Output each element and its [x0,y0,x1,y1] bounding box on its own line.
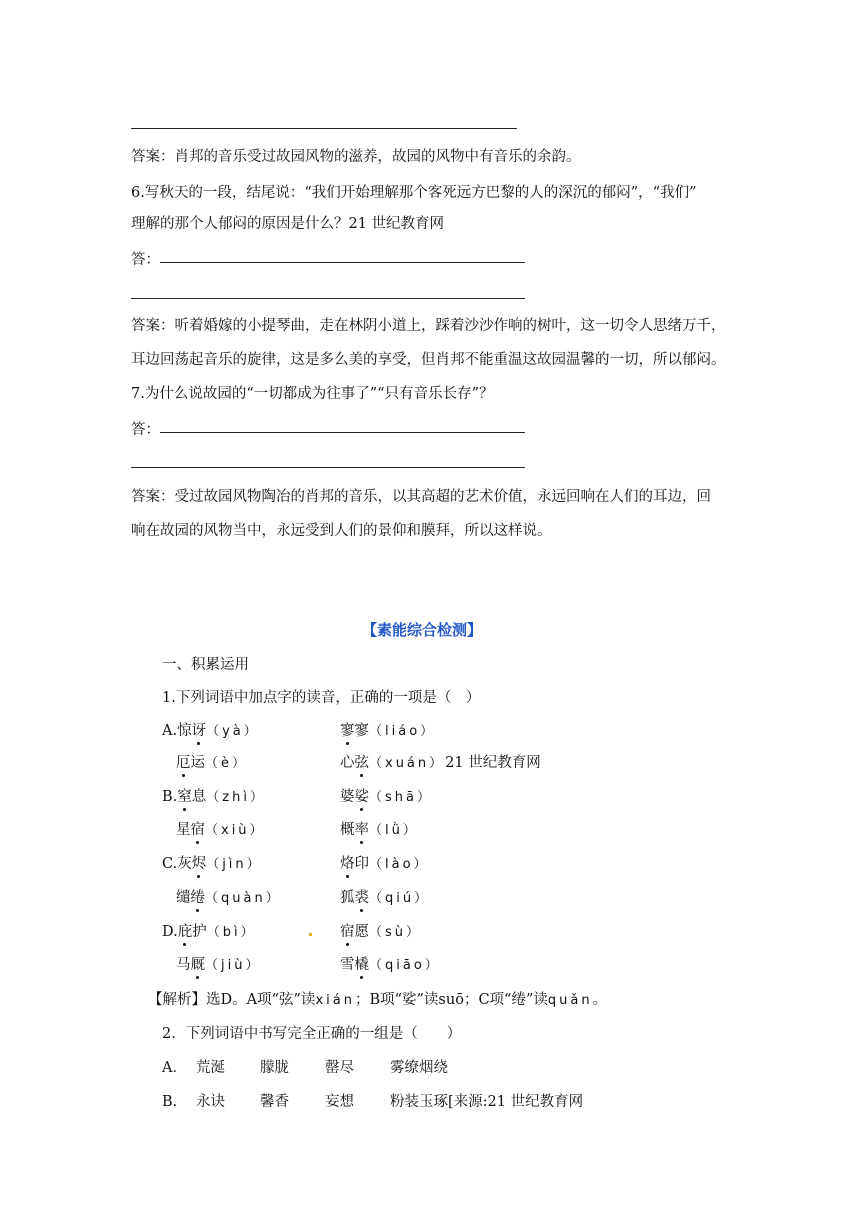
option-b-word: 妄想 [325,1094,354,1110]
option-a-word-1: A.惊讶（yà） [162,723,260,739]
emphasis-char: 率 [354,822,369,838]
option-d-word-1: D.庇护（bì） [162,924,257,940]
option-c-word-2: 烙印（lào） [340,856,430,872]
answer-blank-line [131,298,525,299]
answer-blank-line [131,128,517,129]
question-text: 7.为什么说故园的“一切都成为往事了”“只有音乐长存”？ [131,386,494,402]
answer-text: 答案：听着婚嫁的小提琴曲，走在林阴小道上，踩着沙沙作响的树叶，这一切令人思绪万千， [131,318,726,334]
option-d-word-3: 马厩（jiù） [176,957,262,973]
option-d-word-2: 宿愿（sù） [340,924,423,940]
answer-blank-line [160,262,525,263]
emphasis-char: 宿 [340,924,355,940]
option-d-word-4: 雪橇（qiāo） [340,957,441,973]
emphasis-char: 烙 [340,856,355,872]
option-b-word: 永诀 [196,1094,225,1110]
answer-blank-line [131,467,525,468]
answer-label: 答： [131,252,160,268]
question-text: 6.写秋天的一段，结尾说：“我们开始理解那个客死远方巴黎的人的深沉的郁闷”，“我们” [131,185,697,201]
analysis-text: 【解析】选D。A项“弦”读xián；B项“娑”读suō；C项“绻”读quǎn。 [148,992,608,1008]
option-c-word-4: 狐裘（qiú） [340,890,431,906]
option-b-word-3: 星宿（xiù） [176,822,266,838]
question-text: 理解的那个人郁闷的原因是什么？21 世纪教育网 [131,216,445,232]
option-b-word-4: 概率（lǜ） [340,822,419,838]
emphasis-char: 窒 [177,789,192,805]
part-heading: 一、积累运用 [162,657,249,673]
stray-mark [309,933,312,936]
option-a-word-2: 寥寥（liáo） [340,723,437,739]
answer-text: 响在故园的风物当中，永远受到人们的景仰和膜拜，所以这样说。 [131,523,552,539]
option-b-word: 粉装玉琢[来源:21 世纪教育网 [390,1094,584,1110]
emphasis-char: 橇 [354,957,369,973]
emphasis-char: 讶 [191,723,207,739]
emphasis-char: 宿 [190,822,205,838]
option-a-word-3: 厄运（è） [176,755,248,771]
option-b-word-2: 婆娑（shā） [340,789,433,805]
option-c-word-1: C.灰烬（jìn） [162,856,263,872]
emphasis-char: 厩 [190,957,205,973]
emphasis-char: 娑 [354,789,369,805]
option-a-word: 朦胧 [260,1060,289,1076]
answer-text: 答案：受过故园风物陶冶的肖邦的音乐，以其高超的艺术价值，永远回响在人们的耳边，回 [131,489,711,505]
answer-blank-line [160,432,525,433]
answer-label: 答： [131,422,160,438]
emphasis-char: 庇 [177,924,193,940]
emphasis-char: 裘 [354,890,369,906]
emphasis-char: 弦 [354,755,369,771]
emphasis-char: 厄 [176,755,191,771]
option-a-word: 雾缭烟绕 [390,1060,448,1076]
question-stem: 1.下列词语中加点字的读音，正确的一项是（ ） [162,690,481,706]
option-a-label: A． [162,1060,187,1076]
option-b-word: 馨香 [260,1094,289,1110]
option-a-word: 荒涎 [196,1060,225,1076]
option-c-word-3: 缱绻（quàn） [176,890,282,906]
option-a-word: 罄尽 [325,1060,354,1076]
emphasis-char: 寥 [340,723,355,739]
question-stem: 2．下列词语中书写完全正确的一组是（ ） [162,1026,462,1042]
option-a-word-4: 心弦（xuán）21 世纪教育网 [340,755,541,771]
emphasis-char: 绻 [190,890,205,906]
section-title: 【素能综合检测】 [362,621,483,639]
option-b-word-1: B.窒息（zhì） [162,789,266,805]
answer-text: 答案：肖邦的音乐受过故园风物的滋养，故园的风物中有音乐的余韵。 [131,149,581,165]
answer-text: 耳边回荡起音乐的旋律，这是多么美的享受，但肖邦不能重温这故园温馨的一切，所以郁闷。 [131,352,726,368]
emphasis-char: 烬 [191,856,207,872]
option-b-label: B． [162,1094,188,1110]
